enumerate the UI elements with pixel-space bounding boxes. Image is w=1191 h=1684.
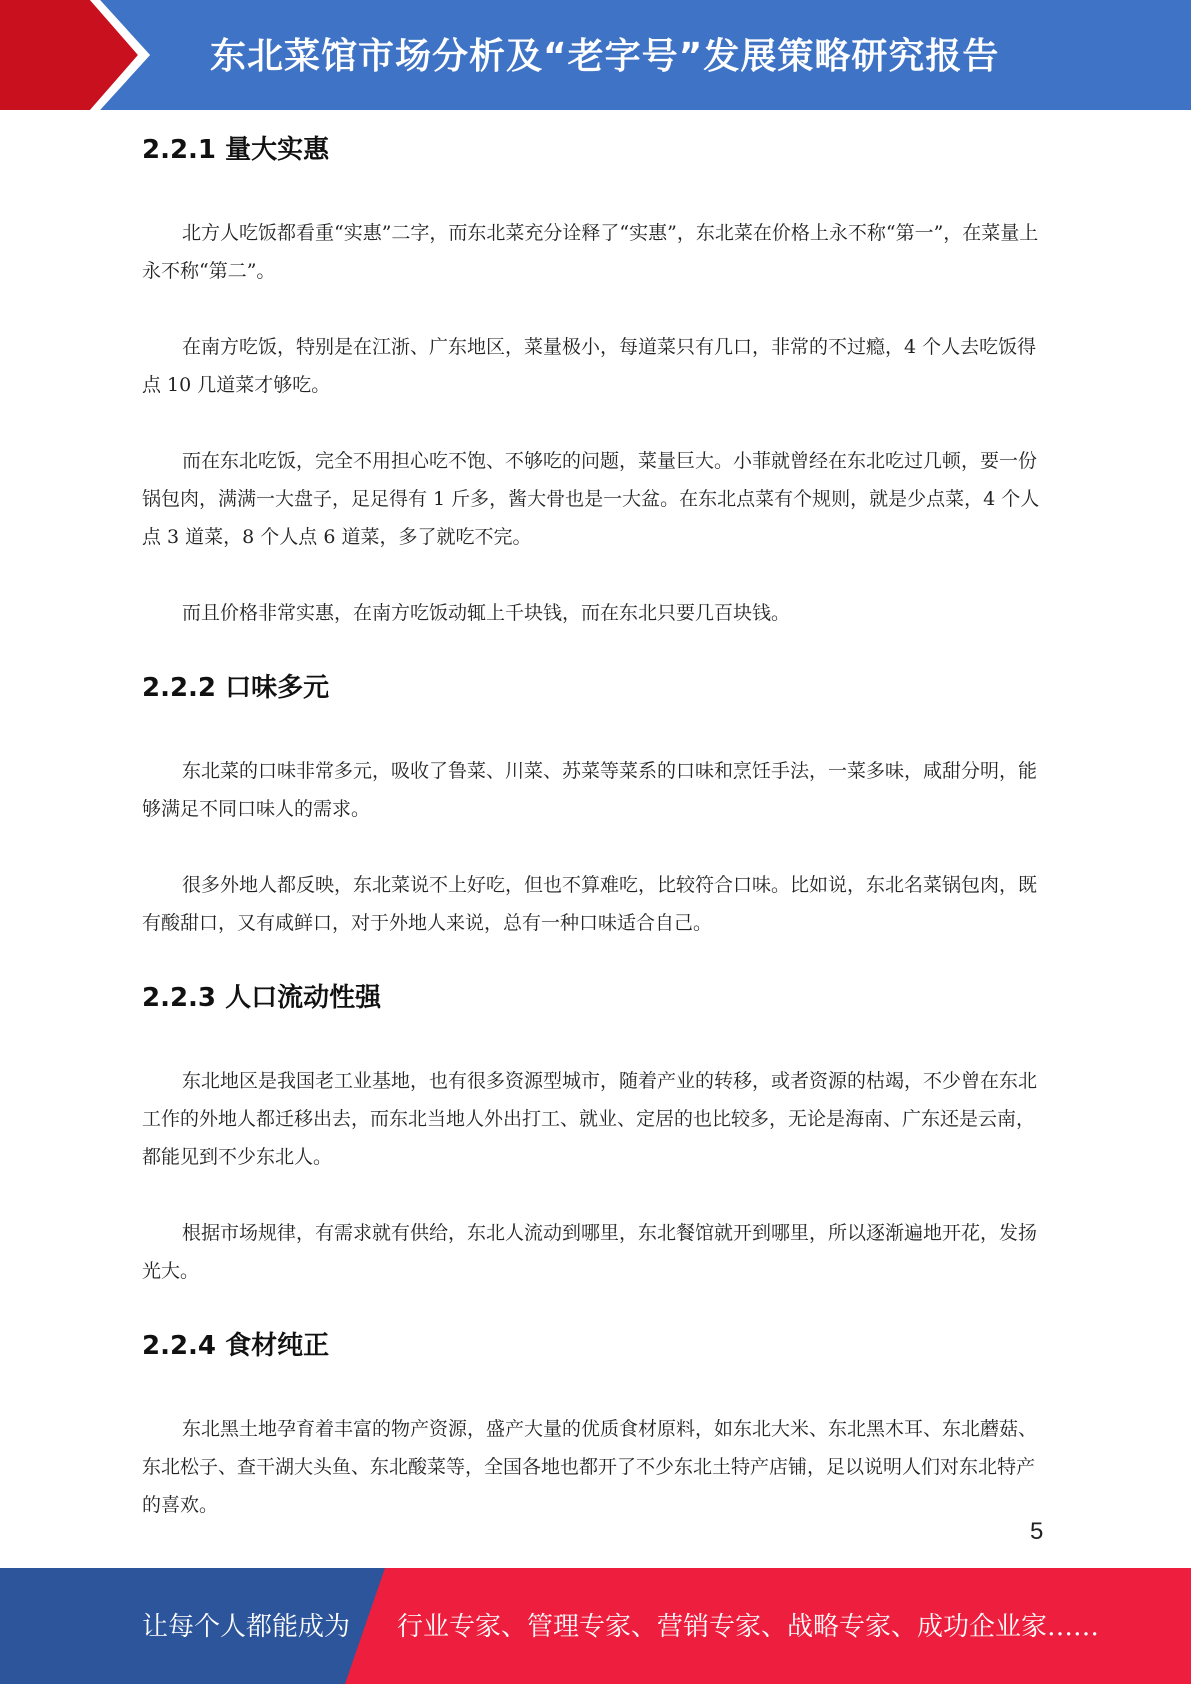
paragraph: 东北菜的口味非常多元，吸收了鲁菜、川菜、苏菜等菜系的口味和烹饪手法，一菜多味，咸甜分明，能够满足不同口味人的需求。: [142, 760, 1038, 820]
paragraph: 很多外地人都反映，东北菜说不上好吃，但也不算难吃，比较符合口味。比如说，东北名菜锅包肉，既有酸甜口，又有咸鲜口，对于外地人来说，总有一种口味适合自己。: [142, 874, 1038, 934]
section-heading-2-2-1: 2.2.1 量大实惠: [142, 135, 330, 165]
section-heading-2-2-2: 2.2.2 口味多元: [142, 673, 330, 703]
footer-slogan-right: 行业专家、管理专家、营销专家、战略专家、成功企业家……: [397, 1612, 1100, 1642]
paragraph: 根据市场规律，有需求就有供给，东北人流动到哪里，东北餐馆就开到哪里，所以逐渐遍地开花，发扬光大。: [142, 1222, 1038, 1282]
paragraph: 东北黑土地孕育着丰富的物产资源，盛产大量的优质食材原料，如东北大米、东北黑木耳、东北蘑菇、东北松子、查干湖大头鱼、东北酸菜等，全国各地也都开了不少东北土特产店铺，足以说明人们对东北特产的喜欢。: [142, 1418, 1038, 1516]
report-title: 东北菜馆市场分析及“老字号”发展策略研究报告: [210, 36, 1000, 77]
section-heading-2-2-3: 2.2.3 人口流动性强: [142, 983, 382, 1013]
section-heading-2-2-4: 2.2.4 食材纯正: [142, 1331, 330, 1361]
page-number: 5: [1030, 1518, 1044, 1545]
paragraph: 在南方吃饭，特别是在江浙、广东地区，菜量极小，每道菜只有几口，非常的不过瘾，4 个人去吃饭得点 10 几道菜才够吃。: [142, 336, 1037, 396]
paragraph: 东北地区是我国老工业基地，也有很多资源型城市，随着产业的转移，或者资源的枯竭，不少曾在东北工作的外地人都迁移出去，而东北当地人外出打工、就业、定居的也比较多，无论是海南、广东还是云南，都能见到不少东北人。: [142, 1070, 1038, 1168]
page-footer: [0, 1568, 1191, 1684]
page-content: [142, 128, 1047, 1524]
paragraph: 而且价格非常实惠，在南方吃饭动辄上千块钱，而在东北只要几百块钱。: [182, 602, 791, 624]
paragraph: 而在东北吃饭，完全不用担心吃不饱、不够吃的问题，菜量巨大。小菲就曾经在东北吃过几顿，要一份锅包肉，满满一大盘子，足足得有 1 斤多，酱大骨也是一大盆。在东北点菜有个规则，就是少点菜，4 个人点 3 道菜，8 个人点 6 道菜，多了就吃不完。: [142, 450, 1040, 548]
paragraph: 北方人吃饭都看重“实惠”二字，而东北菜充分诠释了“实惠”，东北菜在价格上永不称“第一”，在菜量上永不称“第二”。: [142, 222, 1039, 282]
page-header: [0, 0, 1191, 110]
footer-slogan-left: 让每个人都能成为: [142, 1612, 351, 1642]
